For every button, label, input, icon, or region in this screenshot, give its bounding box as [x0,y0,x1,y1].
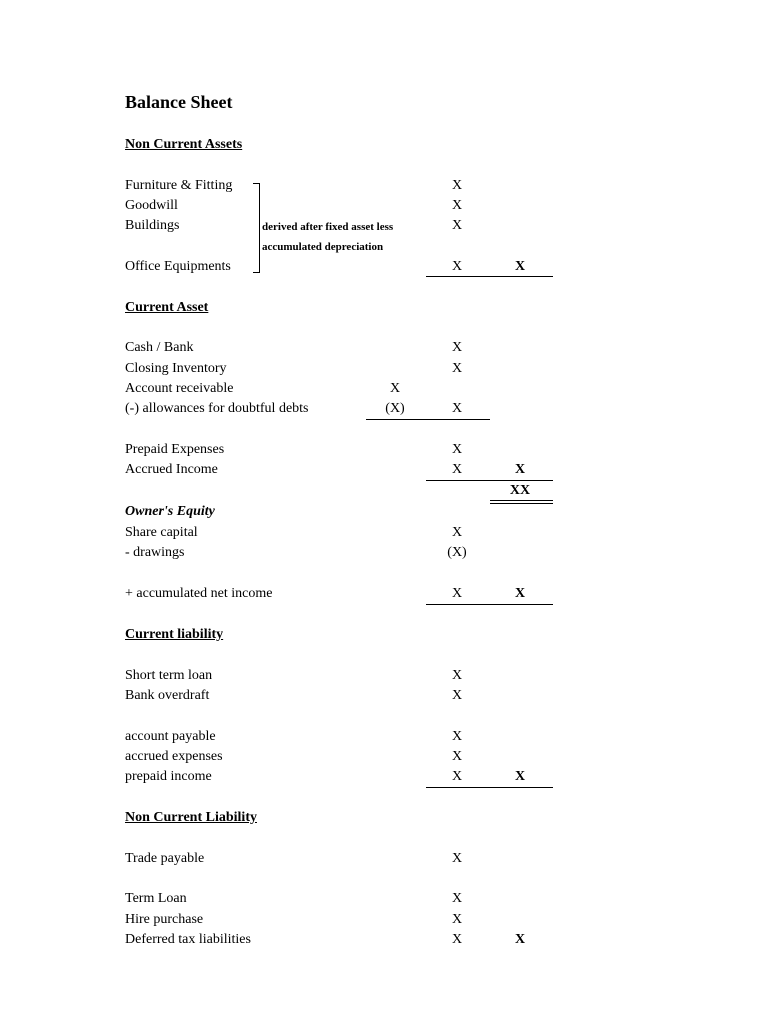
row-value-trade-payable: X [451,851,463,866]
row-label-trade-payable: Trade payable [125,851,205,866]
section-heading-non-current-assets: Non Current Assets [125,137,243,152]
row-value-office-equipments: X [451,259,463,274]
row-value-accrued-income: X [451,462,463,477]
row-label-office-equipments: Office Equipments [125,259,231,274]
underline [426,787,553,788]
row-value-prepaid-income: X [451,769,463,784]
row-label-goodwill: Goodwill [125,198,178,213]
row-value-allowances-col1: (X) [385,401,405,416]
row-label-account-payable: account payable [125,729,216,744]
row-label-accrued-expenses: accrued expenses [125,749,223,764]
row-label-share-capital: Share capital [125,525,198,540]
row-value-accrued-expenses: X [451,749,463,764]
note-line-1: derived after fixed asset less [262,221,394,233]
row-value-hire-purchase: X [451,912,463,927]
row-label-short-term-loan: Short term loan [125,668,213,683]
row-total-office-equipments: X [514,259,526,274]
row-value-buildings: X [451,218,463,233]
row-label-cash-bank: Cash / Bank [125,340,194,355]
row-label-closing-inventory: Closing Inventory [125,361,227,376]
section-heading-current-asset: Current Asset [125,300,209,315]
page-title: Balance Sheet [125,92,233,112]
section-heading-non-current-liability: Non Current Liability [125,810,257,825]
row-value-drawings: (X) [447,545,467,560]
row-value-account-payable: X [451,729,463,744]
row-value-term-loan: X [451,891,463,906]
row-total-net-income: X [514,586,526,601]
note-line-2: accumulated depreciation [262,241,384,253]
row-value-cash-bank: X [451,340,463,355]
section-heading-owners-equity: Owner's Equity [125,504,215,519]
row-value-short-term-loan: X [451,668,463,683]
row-label-term-loan: Term Loan [125,891,187,906]
row-label-prepaid-expenses: Prepaid Expenses [125,442,225,457]
row-label-account-receivable: Account receivable [125,381,234,396]
bracket-line [253,183,260,273]
row-value-account-receivable: X [389,381,401,396]
row-label-drawings: - drawings [125,545,185,560]
row-label-furniture: Furniture & Fitting [125,178,233,193]
row-total-prepaid-income: X [514,769,526,784]
row-label-accrued-income: Accrued Income [125,462,218,477]
row-value-goodwill: X [451,198,463,213]
row-label-deferred-tax: Deferred tax liabilities [125,932,251,947]
row-value-share-capital: X [451,525,463,540]
row-label-bank-overdraft: Bank overdraft [125,688,210,703]
underline [426,604,553,605]
underline [426,276,553,277]
row-value-net-income: X [451,586,463,601]
row-value-prepaid-expenses: X [451,442,463,457]
row-value-deferred-tax: X [451,932,463,947]
row-value-furniture: X [451,178,463,193]
row-value-bank-overdraft: X [451,688,463,703]
row-total-deferred-tax: X [514,932,526,947]
underline [366,419,490,420]
row-label-allowances: (-) allowances for doubtful debts [125,401,309,416]
row-label-buildings: Buildings [125,218,180,233]
row-total-accrued-income: X [514,462,526,477]
section-heading-current-liability: Current liability [125,627,224,642]
underline [426,480,553,481]
double-underline-top [490,500,553,501]
row-label-prepaid-income: prepaid income [125,769,212,784]
row-label-hire-purchase: Hire purchase [125,912,204,927]
row-value-allowances-col2: X [451,401,463,416]
grand-total: XX [509,483,531,498]
double-underline-bottom [490,503,553,504]
row-value-closing-inventory: X [451,361,463,376]
row-label-net-income: + accumulated net income [125,586,273,601]
